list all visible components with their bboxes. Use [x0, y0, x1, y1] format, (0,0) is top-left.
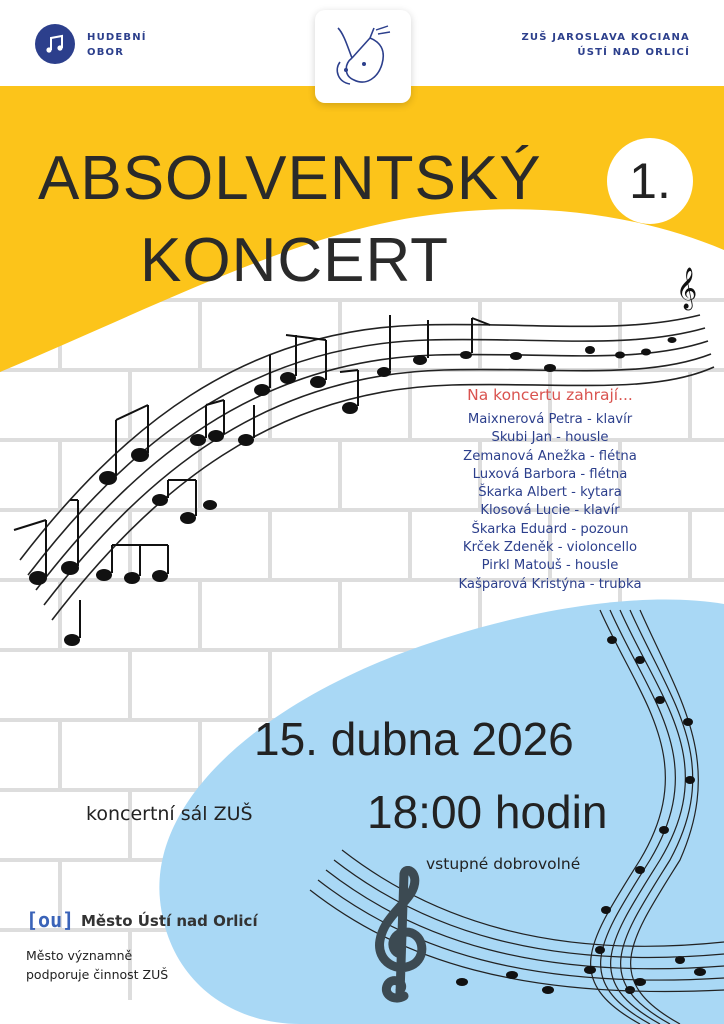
performer-item: Luxová Barbora - flétna [472, 466, 628, 482]
event-date: 15. dubna 2026 [254, 713, 574, 765]
performer-item: Klosová Lucie - klavír [480, 503, 620, 519]
performer-item: Škarka Albert - kytara [478, 485, 622, 501]
performer-item: Pirkl Matouš - housle [481, 558, 619, 574]
treble-clef-small-icon: 𝄞 [676, 268, 698, 309]
performers-list [430, 411, 670, 594]
school-logo-icon [315, 10, 411, 103]
performer-item: Kašparová Kristýna - trubka [458, 576, 642, 592]
treble-clef-icon [370, 866, 430, 1008]
department-label [87, 30, 167, 60]
performers-heading: Na koncertu zahrají... [467, 386, 633, 404]
performer-item: Maixnerová Petra - klavír [467, 412, 633, 427]
support-line2: podporuje činnost ZUŠ [26, 967, 169, 982]
performer-item: Skubi Jan - housle [491, 430, 609, 446]
support-text [26, 946, 246, 984]
performer-item: Krček Zdeněk - violoncello [462, 540, 638, 556]
event-place: koncertní sál ZUŠ [86, 803, 253, 825]
performer-item: Škarka Eduard - pozoun [471, 521, 629, 537]
music-note-icon [35, 24, 75, 64]
event-admission: vstupné dobrovolné [426, 855, 581, 873]
department-line2: OBOR [87, 47, 125, 58]
ou-logo: [ou] [26, 908, 75, 932]
title-line1: ABSOLVENTSKÝ [38, 144, 542, 213]
performer-item: Zemanová Anežka - flétna [463, 448, 637, 464]
title-line2: KONCERT [140, 226, 450, 295]
edition-badge: 1. [607, 138, 693, 224]
school-line1: ZUŠ JAROSLAVA KOCIANA [521, 32, 690, 43]
school-name [470, 30, 690, 60]
support-line1: Město významně [26, 948, 133, 963]
event-time: 18:00 hodin [367, 786, 608, 838]
department-line1: HUDEBNÍ [87, 32, 147, 43]
school-line2: ÚSTÍ NAD ORLICÍ [577, 47, 690, 58]
city-name: Město Ústí nad Orlicí [81, 912, 258, 930]
